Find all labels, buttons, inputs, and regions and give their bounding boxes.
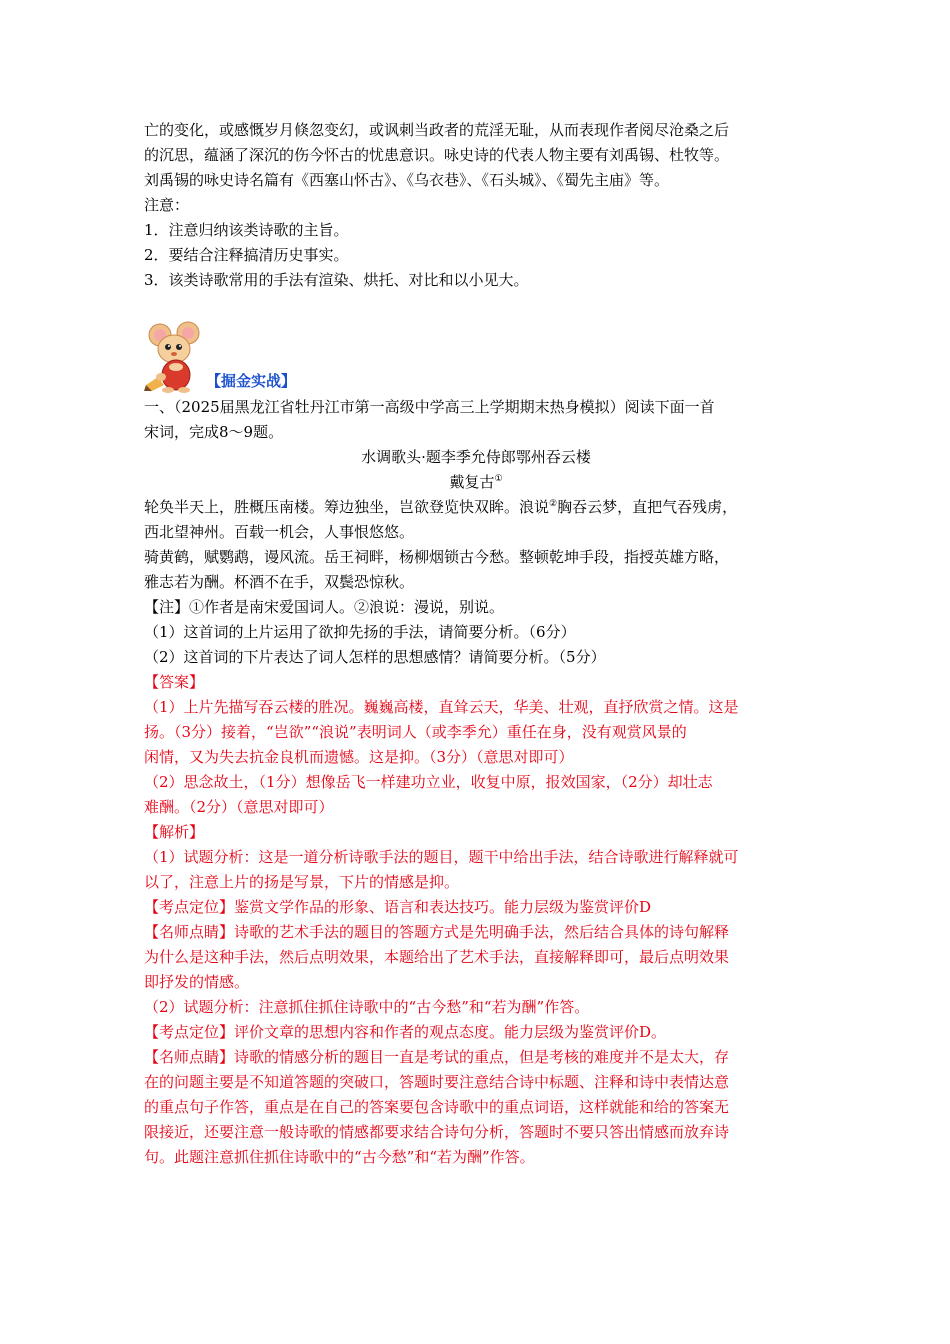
notes-list <box>144 218 808 293</box>
footnote-mark: ① <box>494 474 503 484</box>
question-item: （2）这首词的下片表达了词人怎样的思想感情？请简要分析。（5分） <box>144 648 606 666</box>
note-item: 2．要结合注释搞清历史事实。 <box>144 246 349 264</box>
analysis-line: 以了，注意上片的扬是写景，下片的情感是抑。 <box>144 873 460 891</box>
answer-block <box>144 670 808 820</box>
question-intro-line: 宋词，完成8～9题。 <box>144 423 284 441</box>
note-item: 3．该类诗歌常用的手法有渲染、烘托、对比和以小见大。 <box>144 271 529 289</box>
answer-line: 难酬。（2分）（意思对即可） <box>144 798 334 816</box>
intro-paragraph <box>144 118 808 193</box>
answer-heading: 【答案】 <box>144 673 205 691</box>
analysis-line: 的重点句子作答，重点是在自己的答案要包含诗歌中的重点词语，这样就能和给的答案无 <box>144 1098 730 1116</box>
analysis-block <box>144 820 808 1170</box>
answer-line: 扬。（3分）接着，“岂欲”“浪说”表明词人（或李季允）重任在身，没有观赏风景的 <box>144 723 687 741</box>
analysis-line: 为什么是这种手法，然后点明效果，本题给出了艺术手法，直接解释即可，最后点明效果 <box>144 948 730 966</box>
answer-line: （2）思念故土，（1分）想像岳飞一样建功立业，收复中原，报效国家，（2分）却壮志 <box>144 773 713 791</box>
analysis-line: （1）试题分析：这是一道分析诗歌手法的题目，题干中给出手法，结合诗歌进行解释就可 <box>144 848 739 866</box>
section-header <box>144 319 808 395</box>
question-intro <box>144 395 808 445</box>
analysis-line: 【考点定位】鉴赏文学作品的形象、语言和表达技巧。能力层级为鉴赏评价D <box>144 898 652 916</box>
question-intro-line: 一、（2025届黑龙江省牡丹江市第一高级中学高三上学期期末热身模拟）阅读下面一首 <box>144 398 715 416</box>
annotation: 【注】①作者是南宋爱国词人。②浪说：漫说，别说。 <box>144 598 505 616</box>
analysis-line: 【名师点睛】诗歌的艺术手法的题目的答题方式是先明确手法，然后结合具体的诗句解释 <box>144 923 730 941</box>
poem-author <box>144 470 808 495</box>
question-item: （1）这首词的上片运用了欲抑先扬的手法，请简要分析。（6分） <box>144 623 576 641</box>
analysis-line: 【名师点睛】诗歌的情感分析的题目一直是考试的重点，但是考核的难度并不是太大，存 <box>144 1048 730 1066</box>
intro-line: 刘禹锡的咏史诗名篇有《西塞山怀古》、《乌衣巷》、《石头城》、《蜀先主庙》等。 <box>144 171 670 189</box>
section-title: 【掘金实战】 <box>206 372 297 390</box>
footnote-mark: ② <box>549 499 558 509</box>
answer-line: 闲情，又为失去抗金良机而遗憾。这是抑。（3分）（意思对即可） <box>144 748 574 766</box>
poem-line-part: 轮奂半天上，胜概压南楼。筹边独坐，岂欲登览快双眸。浪说 <box>144 498 550 516</box>
poem-title: 水调歌头·题李季允侍郎鄂州吞云楼 <box>361 448 591 466</box>
intro-line: 的沉思，蕴涵了深沉的伤今怀古的忧患意识。咏史诗的代表人物主要有刘禹锡、杜牧等。 <box>144 146 730 164</box>
poem <box>144 445 808 595</box>
notes-heading: 注意： <box>144 196 190 214</box>
answer-line: （1）上片先描写吞云楼的胜况。巍巍高楼，直耸云天，华美、壮观，直抒欣赏之情。这是 <box>144 698 739 716</box>
poem-line: 雅志若为酬。杯酒不在手，双鬓恐惊秋。 <box>144 573 415 591</box>
document-page <box>144 118 808 1170</box>
poem-line-part: 胸吞云梦，直把气吞残虏， <box>557 498 738 516</box>
poem-author-name: 戴复古 <box>449 473 495 491</box>
analysis-line: 句。此题注意抓住抓住诗歌中的“古今愁”和“若为酬”作答。 <box>144 1148 535 1166</box>
poem-line: 西北望神州。百载一机会，人事恨悠悠。 <box>144 523 415 541</box>
analysis-line: 在的问题主要是不知道答题的突破口，答题时要注意结合诗中标题、注释和诗中表情达意 <box>144 1073 730 1091</box>
analysis-line: 【考点定位】评价文章的思想内容和作者的观点态度。能力层级为鉴赏评价D。 <box>144 1023 667 1041</box>
analysis-heading: 【解析】 <box>144 823 205 841</box>
analysis-line: 即抒发的情感。 <box>144 973 250 991</box>
intro-line: 亡的变化，或感慨岁月倏忽变幻，或讽刺当政者的荒淫无耻，从而表现作者阅尽沧桑之后 <box>144 121 730 139</box>
poem-line: 骑黄鹤，赋鹦鹉，谩风流。岳王祠畔，杨柳烟锁古今愁。整顿乾坤手段，指授英雄方略， <box>144 548 730 566</box>
analysis-line: （2）试题分析：注意抓住抓住诗歌中的“古今愁”和“若为酬”作答。 <box>144 998 590 1016</box>
analysis-line: 限接近，还要注意一般诗歌的情感都要求结合诗句分析，答题时不要只答出情感而放弃诗 <box>144 1123 730 1141</box>
poem-line <box>144 495 808 520</box>
cartoon-mouse-with-pencil-icon <box>144 319 206 393</box>
note-item: 1．注意归纳该类诗歌的主旨。 <box>144 221 349 239</box>
